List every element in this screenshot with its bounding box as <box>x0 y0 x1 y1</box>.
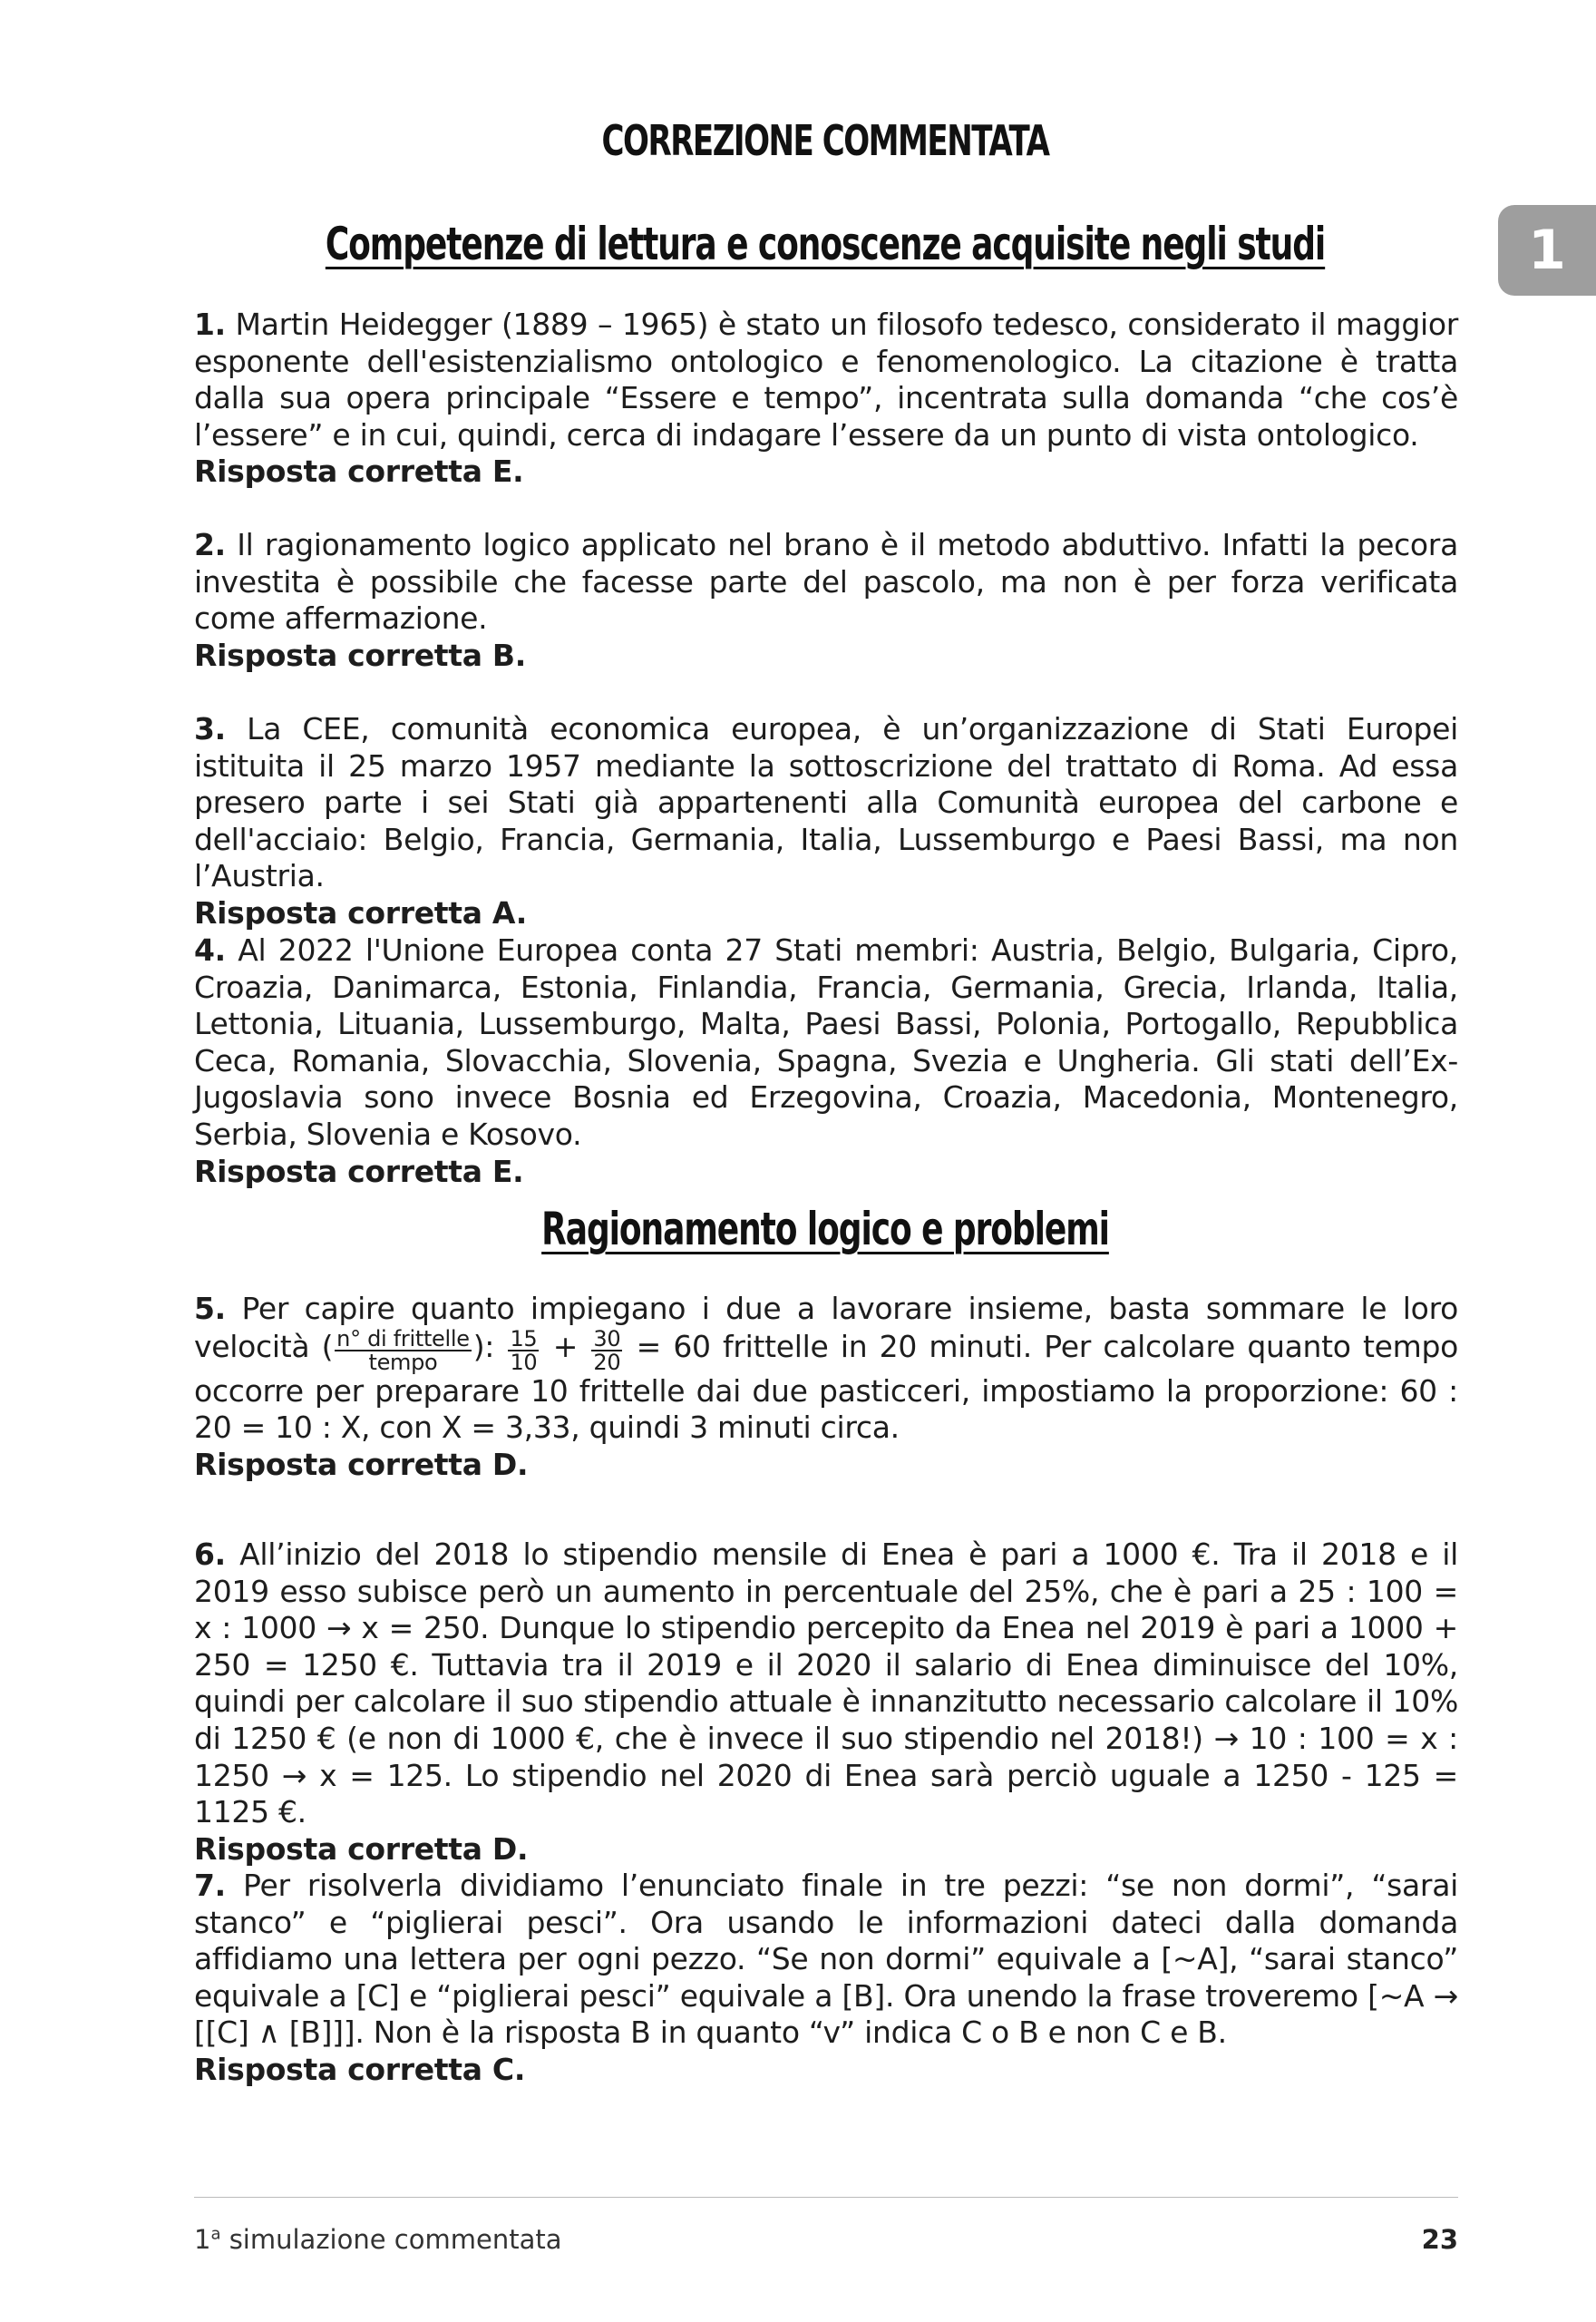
item-text: Per capire quanto impiegano i due a lavorare insieme, basta sommare le loro velocità ( <box>194 1291 1458 1364</box>
item-number: 5. <box>194 1291 226 1326</box>
correct-answer: Risposta corretta C. <box>194 2051 526 2087</box>
answer-item-4 <box>194 932 1458 1190</box>
correct-answer: Risposta corretta E. <box>194 454 524 490</box>
correct-answer: Risposta corretta E. <box>194 1153 524 1189</box>
footer-divider <box>194 2197 1458 2198</box>
item-text: Al 2022 l'Unione Europea conta 27 Stati membri: Austria, Belgio, Bulgaria, Cipro, Croazia, Danimarca, Estonia, Finlandia, Francia, Germania, Grecia, Irlanda, Italia, Lettonia, Lituania, Lussemburgo, Malta, Paesi Bassi, Polonia, Portogallo, Repubblica Ceca, Romania, Slovacchia, Slovenia, Spagna, Svezia e Ungheria. Gli stati dell’Ex-Jugoslavia sono invece Bosnia ed Erzegovina, Croazia, Macedonia, Montenegro, Serbia, Slovenia e Kosovo. <box>194 932 1458 1152</box>
answer-item-2 <box>194 527 1458 674</box>
item-number: 4. <box>194 932 226 968</box>
chapter-tab: 1 <box>1498 205 1596 296</box>
correct-answer: Risposta corretta D. <box>194 1446 529 1482</box>
fraction-denominator: 10 <box>510 1349 538 1375</box>
fraction-15-10 <box>508 1325 539 1375</box>
item-text: La CEE, comunità economica europea, è un’organizzazione di Stati Europei istituita il 25 marzo 1957 mediante la sottoscrizione del trattato di Roma. Ad essa presero parte i sei Stati già appartenenti alla Comunità europea del carbone e dell'acciaio: Belgio, Francia, Germania, Italia, Lussemburgo e Paesi Bassi, ma non l’Austria. <box>194 711 1458 894</box>
item-number: 2. <box>194 527 226 562</box>
answer-item-3 <box>194 711 1458 932</box>
answer-item-6 <box>194 1537 1458 1868</box>
correct-answer: Risposta corretta A. <box>194 894 527 931</box>
item-text: Il ragionamento logico applicato nel brano è il metodo abduttivo. Infatti la pecora investita è possibile che facesse parte del pascolo, ma non è per forza verificata come affermazione. <box>194 527 1458 637</box>
footer-title-number: 1 <box>194 2224 211 2255</box>
page-title: CORREZIONE COMMENTATA <box>601 116 1049 165</box>
section-heading-logic: Ragionamento logico e problemi <box>541 1203 1109 1255</box>
fraction-numerator: n° di frittelle <box>336 1325 470 1351</box>
item-number: 1. <box>194 307 226 342</box>
correct-answer: Risposta corretta B. <box>194 637 526 673</box>
item-text: All’inizio del 2018 lo stipendio mensile di Enea è pari a 1000 €. Tra il 2018 e il 2019 esso subisce però un aumento in percentuale del 25%, che è pari a 25 : 100 = x : 1000 → x = 250. Dunque lo stipendio percepito da Enea nel 2019 è pari a 1000 + 250 = 1250 €. Tuttavia tra il 2019 e il 2020 il salario di Enea diminuisce del 10%, quindi per calcolare il suo stipendio attuale è innanzitutto necessario calcolare il 10% di 1250 € (e non di 1000 €, che è invece il suo stipendio nel 2018!) → 10 : 100 = x : 1250 → x = 125. Lo stipendio nel 2020 di Enea sarà perciò uguale a 1250 - 125 = 1125 €. <box>194 1537 1458 1830</box>
rate-fraction <box>335 1325 472 1375</box>
answer-item-5 <box>194 1291 1458 1483</box>
footer-title-text: simulazione commentata <box>220 2224 562 2255</box>
footer-title <box>194 2224 561 2255</box>
answer-item-7 <box>194 1868 1458 2089</box>
answer-item-1 <box>194 307 1458 491</box>
section-heading-reading: Competenze di lettura e conoscenze acquisite negli studi <box>325 218 1326 270</box>
correct-answer: Risposta corretta D. <box>194 1830 529 1867</box>
item-text: Martin Heidegger (1889 – 1965) è stato un filosofo tedesco, considerato il maggior esponente dell'esistenzialismo ontologico e fenomenologico. La citazione è tratta dalla sua opera principale “Essere e tempo”, incentrata sulla domanda “che cos’è l’essere” e in cui, quindi, cerca di indagare l’essere da un punto di vista ontologico. <box>194 307 1458 453</box>
fraction-denominator: tempo <box>368 1349 438 1375</box>
fraction-30-20 <box>591 1325 622 1375</box>
item-text: ): <box>472 1328 507 1364</box>
page-number: 23 <box>1421 2224 1458 2255</box>
item-text: Per risolverla dividiamo l’enunciato finale in tre pezzi: “se non dormi”, “sarai stanco” e “piglierai pesci”. Ora usando le informazioni dateci dalla domanda affidiamo una lettera per ogni pezzo. “Se non dormi” equivale a [~A], “sarai stanco” equivale a [C] e “piglierai pesci” equivale a [B]. Ora unendo la frase troveremo [~A → [[C] ∧ [B]]]. Non è la risposta B in quanto “v” indica C o B e non C e B. <box>194 1868 1458 2051</box>
item-number: 3. <box>194 711 226 746</box>
footer-title-ordinal: a <box>210 2224 221 2244</box>
fraction-denominator: 20 <box>593 1349 621 1375</box>
item-text: = 60 frittelle in 20 minuti. Per calcolare quanto tempo occorre per preparare 10 frittelle dai due pasticceri, impostiamo la proporzione: 60 : 20 = 10 : X, con X = 3,33, quindi 3 minuti circa. <box>194 1328 1459 1446</box>
item-number: 7. <box>194 1868 226 1903</box>
fraction-numerator: 15 <box>510 1325 538 1351</box>
fraction-numerator: 30 <box>593 1325 621 1351</box>
item-number: 6. <box>194 1537 226 1572</box>
plus-sign: + <box>540 1328 590 1364</box>
